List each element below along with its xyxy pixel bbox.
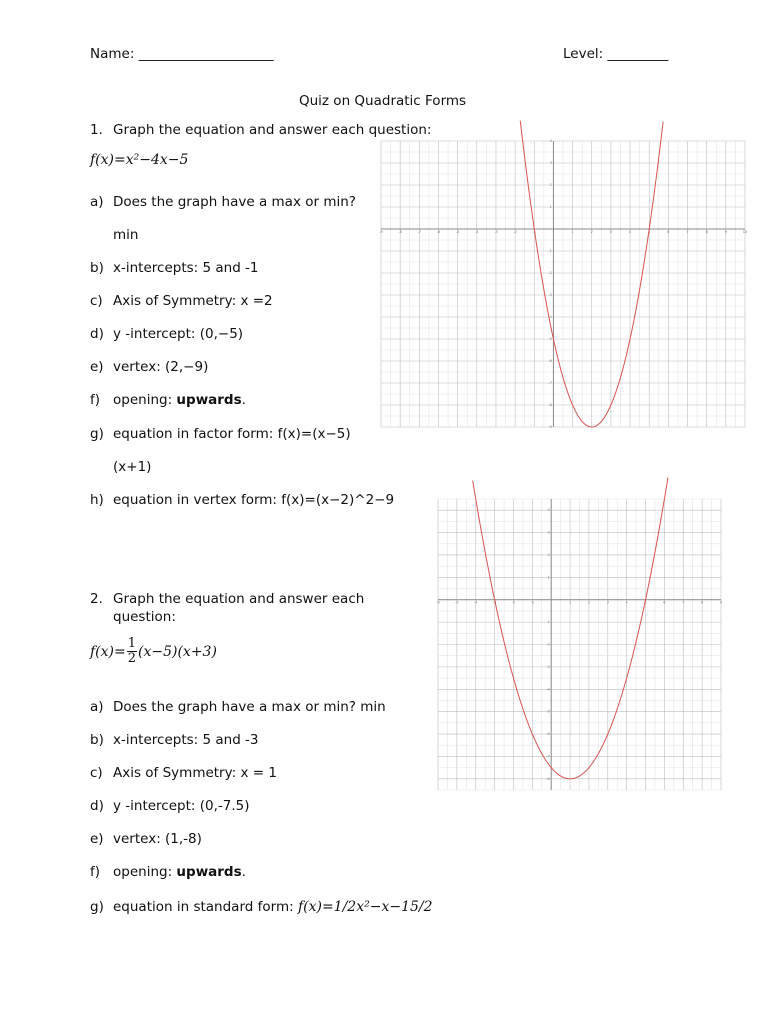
x-tick-label: -5 [455,230,460,234]
answer-letter: h) [90,492,104,508]
y-tick-label: -7 [548,381,552,385]
answer-letter: b) [90,260,104,276]
y-tick-label: 4 [549,139,552,143]
y-tick-label: -2 [546,642,550,647]
q2-equation-fraction [127,637,137,666]
q1-answer-row [90,194,356,210]
answer-letter: b) [90,732,104,748]
answer-text: (x+1) [113,459,152,475]
q1-prompt-text: Graph the equation and answer each question: [113,122,432,138]
q2-answer-row [90,732,259,748]
answer-text: equation in standard form: [113,899,298,915]
answer-letter: g) [90,899,104,915]
answer-text: x-intercepts: 5 and -3 [113,732,259,748]
x-tick-label: 9 [724,230,727,234]
y-tick-label: -9 [548,425,552,429]
answer-letter: a) [90,699,104,715]
x-tick-label: -3 [492,600,497,605]
x-tick-label: 8 [701,600,704,605]
x-tick-label: 5 [644,600,647,605]
x-tick-label: -9 [379,230,383,234]
y-tick-label: -4 [546,687,550,692]
y-tick-label: -8 [548,403,552,407]
q2-answer-row [90,798,250,814]
x-tick-label: -8 [398,230,402,234]
y-tick-label: -1 [546,620,550,625]
x-tick-label: 1 [571,230,574,234]
answer-letter: g) [90,426,104,442]
y-tick-label: 3 [547,530,550,535]
x-tick-label: 7 [682,600,685,605]
q2-equation-suffix: (x−5)(x+3) [138,643,217,660]
y-tick-label: 1 [549,205,552,209]
y-tick-label: 3 [549,161,552,165]
q2-answer-row [90,765,277,781]
q2-number: 2. [90,591,103,607]
answer-letter: d) [90,798,104,814]
q2-prompt-line1: Graph the equation and answer each [113,591,365,607]
answer-text: Does the graph have a max or min? [113,194,356,210]
q1-answer-row [90,459,151,475]
q2-answer-row [90,864,246,880]
q1-answer-row [90,227,138,243]
name-field-label: Name: ____________________ [90,46,274,62]
x-tick-label: -3 [494,230,498,234]
q1-answer-row [90,293,273,309]
x-tick-label: 8 [705,230,708,234]
x-tick-label: 10 [742,230,748,234]
answer-letter: f) [90,392,101,408]
y-tick-label: -2 [548,271,552,275]
q1-graph [379,139,748,429]
answer-tail: . [241,392,246,408]
x-tick-label: 2 [587,600,591,605]
x-tick-label: 6 [667,230,670,234]
answer-text: equation in factor form: f(x)=(x−5) [113,426,351,442]
y-tick-label: -8 [546,776,550,781]
q1-answer-row [90,426,351,442]
q2-answer-row [90,899,433,915]
answer-text: equation in vertex form: f(x)=(x−2)^2−9 [113,492,395,508]
q1-prompt [90,122,431,138]
x-tick-label: 5 [648,230,651,234]
x-tick-label: -6 [436,230,441,234]
answer-bold: upwards [176,864,242,880]
answer-text: min [113,227,139,243]
x-tick-label: 1 [568,600,572,605]
y-tick-label: -5 [548,337,552,341]
q1-answer-row [90,326,243,342]
answer-text: Does the graph have a max or min? min [113,699,386,715]
answer-tail: . [241,864,246,880]
x-tick-label: 7 [686,230,689,234]
x-tick-label: 3 [606,600,609,605]
q1-equation: f(x)=x²−4x−5 [90,152,189,168]
q1-answer-row [90,492,394,508]
q1-answer-row [90,392,246,408]
x-tick-label: 2 [590,230,593,234]
y-tick-label: -6 [546,732,550,737]
y-tick-label: -6 [548,359,552,363]
y-tick-label: -4 [548,315,552,319]
answer-text: x-intercepts: 5 and -1 [113,260,259,276]
answer-letter: a) [90,194,104,210]
q2-answer-row [90,831,202,847]
x-tick-label: 6 [663,600,666,605]
x-tick-label: 9 [719,600,723,605]
answer-text: Axis of Symmetry: x =2 [113,293,273,309]
x-tick-label: -7 [417,230,422,234]
q2-equation [90,637,217,666]
answer-text: y -intercept: (0,−5) [113,326,244,342]
y-tick-label: -3 [546,664,550,669]
q2-answer-row [90,699,386,715]
answer-text: opening: [113,392,177,408]
y-tick-label: -5 [546,709,550,714]
answer-letter: e) [90,831,104,847]
answer-text: vertex: (2,−9) [113,359,209,375]
q2-prompt-line2: question: [113,609,176,625]
x-tick-label: -4 [475,230,479,234]
quiz-title: Quiz on Quadratic Forms [299,93,467,109]
x-tick-label: -1 [532,230,537,234]
q2-equation-prefix: f(x)= [90,643,126,660]
answer-letter: d) [90,326,104,342]
answer-bold: upwards [176,392,242,408]
x-tick-label: 4 [628,230,632,234]
q1-number: 1. [90,122,103,138]
answer-math: f(x)=1/2x²−x−15/2 [297,899,433,915]
answer-text: Axis of Symmetry: x = 1 [113,765,277,781]
answer-text: vertex: (1,-8) [113,831,202,847]
x-tick-label: -2 [513,230,517,234]
level-field-label: Level: _________ [563,46,669,62]
answer-letter: e) [90,359,104,375]
y-tick-label: 1 [547,575,550,580]
x-tick-label: -1 [530,600,535,605]
fraction-numerator: 1 [127,636,137,651]
x-tick-label: 3 [609,230,613,234]
fraction-denominator: 2 [127,651,137,666]
answer-letter: f) [90,864,101,880]
x-tick-label: -4 [473,600,478,605]
q2-prompt [90,591,364,607]
q1-answer-row [90,260,259,276]
answer-text: y -intercept: (0,-7.5) [113,798,250,814]
answer-text: opening: [113,864,177,880]
x-tick-label: -6 [436,600,440,605]
q2-graph [438,499,721,790]
x-tick-label: -2 [511,600,516,605]
x-tick-label: 4 [625,600,628,605]
answer-letter: c) [90,293,103,309]
y-tick-label: -1 [548,249,552,253]
x-tick-label: -5 [455,600,459,605]
y-tick-label: -7 [546,754,550,759]
y-tick-label: 2 [549,183,552,187]
y-tick-label: -3 [548,293,552,297]
y-tick-label: 4 [547,508,550,513]
answer-letter: c) [90,765,103,781]
y-tick-label: 2 [547,552,550,557]
q1-answer-row [90,359,208,375]
